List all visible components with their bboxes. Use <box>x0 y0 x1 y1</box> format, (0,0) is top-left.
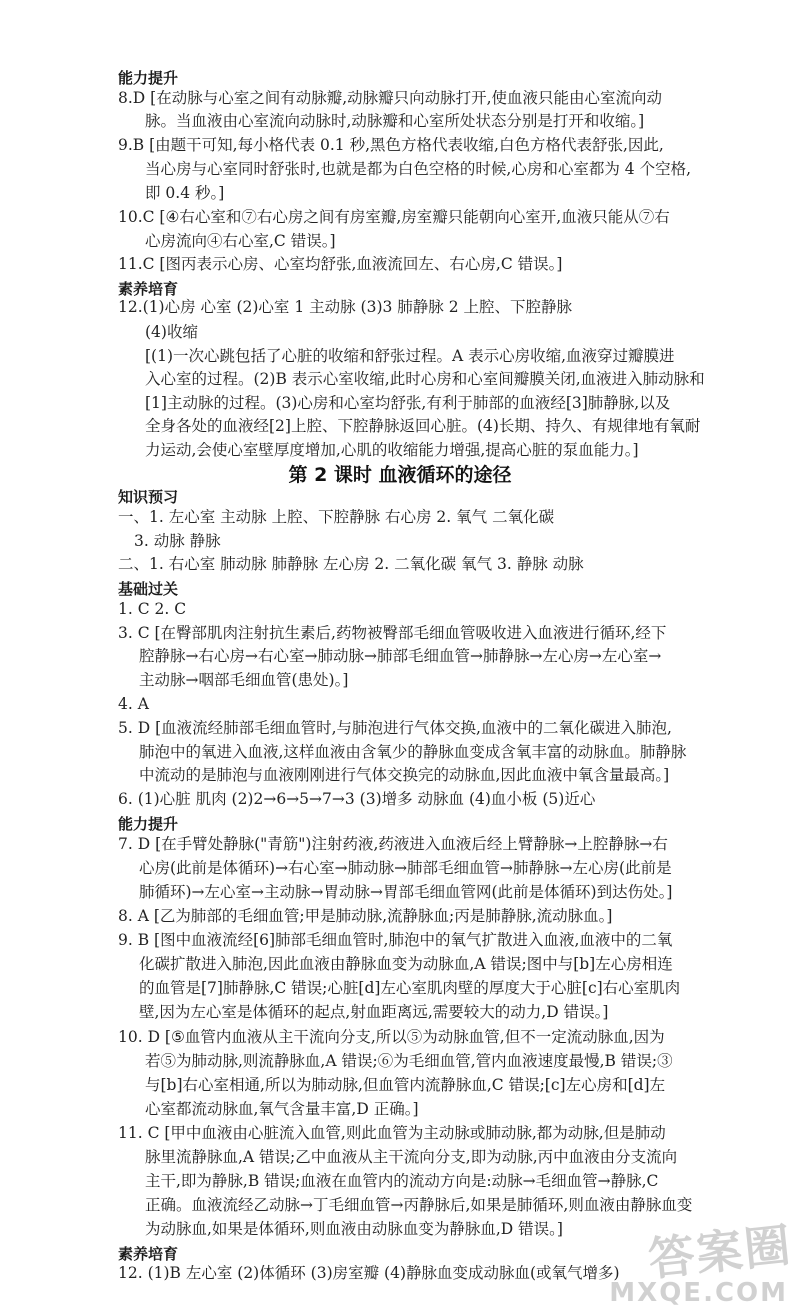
section-heading-literacy: 素养培育 <box>118 280 179 298</box>
answer-line: 一、1. 左心室 主动脉 上腔、下腔静脉 右心房 2. 氧气 二氧化碳 <box>118 508 555 526</box>
answer-line: 8.D [在动脉与心室之间有动脉瓣,动脉瓣只向动脉打开,使血液只能由心室流向动 <box>118 89 663 107</box>
answer-line: 为动脉血,如果是体循环,则血液由动脉血变为静脉血,D 错误。] <box>145 1220 563 1238</box>
answer-line: 主干,即为静脉,B 错误;血液在血管内的流动方向是:动脉→毛细血管→静脉,C <box>145 1172 659 1190</box>
answer-line: 化碳扩散进入肺泡,因此血液由静脉血变为动脉血,A 错误;图中与[b]左心房相连 <box>139 955 673 973</box>
chapter-title: 第 2 课时 血液循环的途径 <box>288 464 512 486</box>
watermark-logo: 答案圈 <box>645 1217 795 1287</box>
answer-line: 10. D [⑤血管内血液从主干流向分支,所以⑤为动脉血管,但不一定流动脉血,因为 <box>118 1028 665 1046</box>
answer-line: 主动脉→咽部毛细血管(患处)。] <box>139 671 349 689</box>
answer-line: 11. C [甲中血液由心脏流入血管,则此血管为主动脉或肺动脉,都为动脉,但是肺动 <box>118 1124 666 1142</box>
answer-line: 5. D [血液流经肺部毛细血管时,与肺泡进行气体交换,血液中的二氧化碳进入肺泡, <box>118 719 672 737</box>
answer-line: 9. B [图中血液流经[6]肺部毛细血管时,肺泡中的氧气扩散进入血液,血液中的二氧 <box>118 931 673 949</box>
answer-line: 6. (1)心脏 肌肉 (2)2→6→5→7→3 (3)增多 动脉血 (4)血小板 (5)近心 <box>118 790 596 808</box>
answer-line: (4)收缩 <box>145 323 198 341</box>
answer-line: 的血管是[7]肺静脉,C 错误;心脏[d]左心室肌肉壁的厚度大于心脏[c]右心室肌肉 <box>139 979 681 997</box>
watermark-url: MXQE.COM <box>609 1278 788 1308</box>
answer-line: 正确。血液流经乙动脉→丁毛细血管→丙静脉后,如果是肺循环,则血液由静脉血变 <box>145 1196 693 1214</box>
answer-line: 全身各处的血液经[2]上腔、下腔静脉返回心脏。(4)长期、持久、有规律地有氧耐 <box>145 417 701 435</box>
answer-line: 腔静脉→右心房→右心室→肺动脉→肺部毛细血管→肺静脉→左心房→左心室→ <box>139 647 662 665</box>
answer-line: 3. 动脉 静脉 <box>134 532 221 550</box>
answer-line: 心室都流动脉血,氧气含量丰富,D 正确。] <box>145 1100 419 1118</box>
answer-line: 壁,因为左心室是体循环的起点,射血距离远,需要较大的动力,D 错误。] <box>139 1003 609 1021</box>
answer-line: 肺泡中的氧进入血液,这样血液由含氧少的静脉血变成含氧丰富的动脉血。肺静脉 <box>139 743 687 761</box>
answer-line: 即 0.4 秒。] <box>145 184 225 202</box>
answer-line: 肺循环)→左心室→主动脉→胃动脉→胃部毛细血管网(此前是体循环)到达伤处。] <box>139 883 673 901</box>
answer-line: 力运动,会使心室壁厚度增加,心肌的收缩能力增强,提高心脏的泵血能力。] <box>145 441 639 459</box>
section-heading-basic: 基础过关 <box>118 580 179 598</box>
answer-line: 当心房与心室同时舒张时,也就是都为白色空格的时候,心房和心室都为 4 个空格, <box>145 160 691 178</box>
answer-line: 10.C [④右心室和⑦右心房之间有房室瓣,房室瓣只能朝向心室开,血液只能从⑦右 <box>118 208 670 226</box>
section-heading-ability: 能力提升 <box>118 69 179 87</box>
answer-line: 心房(此前是体循环)→右心室→肺动脉→肺部毛细血管→肺静脉→左心房(此前是 <box>139 859 672 877</box>
answer-line: 11.C [图丙表示心房、心室均舒张,血液流回左、右心房,C 错误。] <box>118 255 563 273</box>
section-heading-ability-2: 能力提升 <box>118 815 179 833</box>
answer-line: 二、1. 右心室 肺动脉 肺静脉 左心房 2. 二氧化碳 氧气 3. 静脉 动脉 <box>118 555 584 573</box>
answer-line: 4. A <box>118 695 149 713</box>
answer-line: 9.B [由题干可知,每小格代表 0.1 秒,黑色方格代表收缩,白色方格代表舒张,因此, <box>118 136 664 154</box>
answer-line: 脉里流静脉血,A 错误;乙中血液从主干流向分支,即为动脉,丙中血液由分支流向 <box>145 1148 678 1166</box>
answer-line: [1]主动脉的过程。(3)心房和心室均舒张,有利于肺部的血液经[3]肺静脉,以及 <box>145 394 671 412</box>
answer-line: 7. D [在手臂处静脉("青筋")注射药液,药液进入血液后经上臂静脉→上腔静脉→右 <box>118 835 668 853</box>
section-heading-literacy-2: 素养培育 <box>118 1245 179 1263</box>
answer-line: 入心室的过程。(2)B 表示心室收缩,此时心房和心室间瓣膜关闭,血液进入肺动脉和 <box>145 370 705 388</box>
answer-line: 3. C [在臀部肌肉注射抗生素后,药物被臀部毛细血管吸收进入血液进行循环,经下 <box>118 624 667 642</box>
answer-line: 12.(1)心房 心室 (2)心室 1 主动脉 (3)3 肺静脉 2 上腔、下腔静脉 <box>118 298 573 316</box>
answer-line: 若⑤为肺动脉,则流静脉血,A 错误;⑥为毛细血管,管内血液速度最慢,B 错误;③ <box>145 1052 673 1070</box>
answer-line: 中流动的是肺泡与血液刚刚进行气体交换完的动脉血,因此血液中氧含量最高。] <box>139 766 670 784</box>
answer-line: 12. (1)B 左心室 (2)体循环 (3)房室瓣 (4)静脉血变成动脉血(或氧气增多) <box>118 1264 620 1282</box>
answer-line: 1. C 2. C <box>118 600 187 618</box>
answer-line: 与[b]右心室相通,所以为肺动脉,但血管内流静脉血,C 错误;[c]左心房和[d]左 <box>145 1076 666 1094</box>
section-heading-preview: 知识预习 <box>118 488 179 506</box>
answer-line: 心房流向④右心室,C 错误。] <box>145 232 336 250</box>
answer-line: 脉。当血液由心室流向动脉时,动脉瓣和心室所处状态分别是打开和收缩。] <box>145 112 645 130</box>
answer-line: [(1)一次心跳包括了心脏的收缩和舒张过程。A 表示心房收缩,血液穿过瓣膜进 <box>145 347 675 365</box>
answer-line: 8. A [乙为肺部的毛细血管;甲是肺动脉,流静脉血;丙是肺静脉,流动脉血。] <box>118 907 613 925</box>
